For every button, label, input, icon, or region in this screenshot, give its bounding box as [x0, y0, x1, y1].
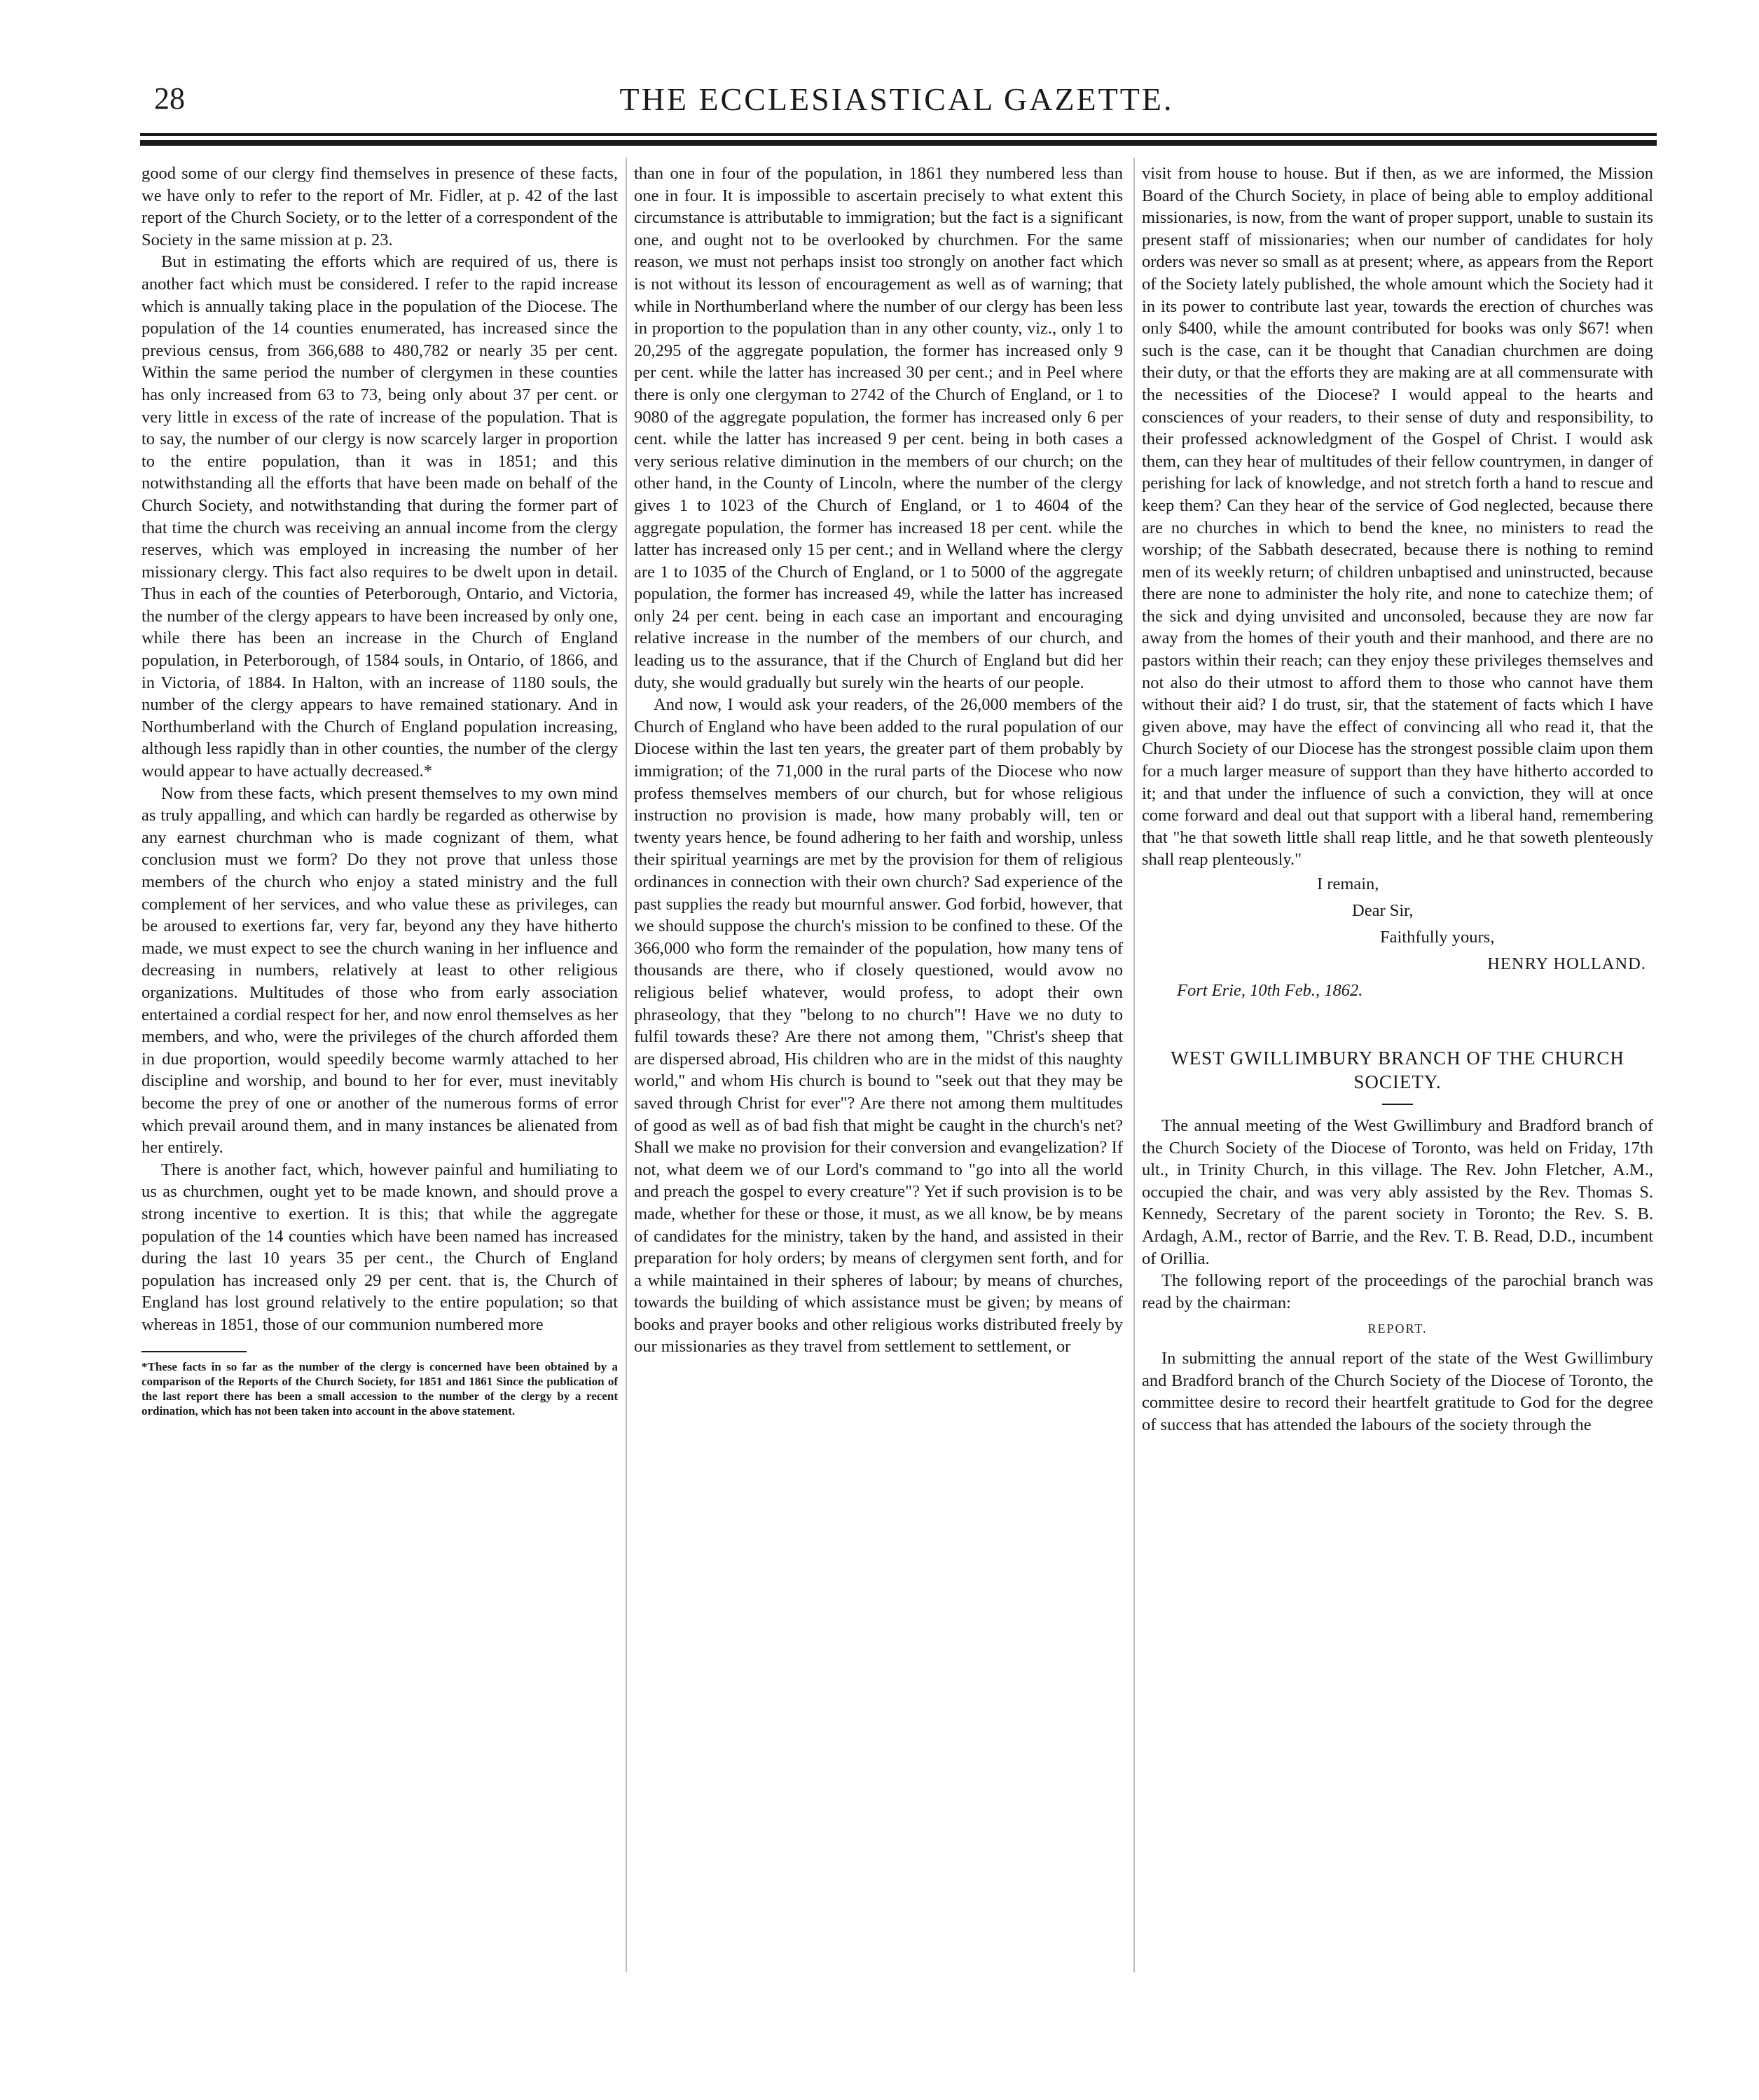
footnote-rule — [142, 1351, 247, 1352]
column-left — [142, 163, 618, 1418]
article-paragraph: visit from house to house. But if then, as we are informed, the Mission Board of the Church Society, in place of being able to employ additional missionaries, is now, from the want of proper support, unable to sustain its present staff of missionaries; when our number of candidates for holy orders was never so small as at present; where, as appears from the Report of the Society lately published, the whole amount which the Society had it in its power to contribute last year, towards the erection of churches was only $400, while the amount contributed for books was only $67! when such is the case, can it be thought that Canadian churchmen are doing their duty, or that the efforts they are making are at all commensurate with the necessities of the Diocese? I would appeal to the hearts and consciences of your readers, to their sense of duty and responsibility, to their professed acknowledgment of the Gospel of Christ. I would ask them, can they hear of multitudes of their fellow countrymen, in danger of perishing for lack of knowledge, and not stretch forth a hand to rescue and keep them? Can they hear of the service of God neglected, because there are no churches in which to bend the knee, no ministers to read the worship; of the Sabbath desecrated, because there is nothing to remind men of its weekly return; of children unbaptised and uninstructed, because there are none to administer the holy rite, and none to catechize them; of the sick and dying unvisited and unconsoled, because they are now far away from the homes of their youth and their manhood, and there are no pastors within their reach; can they enjoy these privileges themselves and not also do their utmost to afford them to those who cannot have them without their aid? I do trust, sir, that the statement of facts which I have given above, may have the effect of convincing all who read it, that the Church Society of our Diocese has the strongest possible claim upon them for a much larger measure of support than they have hitherto accorded to it; and that under the influence of such a conviction, they will at once come forward and deal out that support with a liberal hand, remembering that "he that soweth little shall reap little, and he that soweth plenteously shall reap plenteously." — [1142, 164, 1654, 870]
column-divider — [626, 158, 627, 1972]
article-paragraph: The annual meeting of the West Gwillimbury and Bradford branch of the Church Society of the Diocese of Toronto, was held on Friday, 17th ult., in Trinity Church, in this village. The Rev. John Fletcher, A.M., occupied the chair, and was very ably assisted by the Rev. Thomas S. Kennedy, Secretary of the parent society in Toronto; the Rev. S. B. Ardagh, A.M., rector of Barrie, and the Rev. T. B. Read, D.D., incumbent of Orillia. — [1142, 1116, 1653, 1268]
article-paragraph: good some of our clergy find themselves in presence of these facts, we have only to refer to the report of Mr. Fidler, at p. 42 of the last report of the Church Society, or to the letter of a correspondent of the Society in the same mission at p. 23. — [142, 164, 618, 249]
headline-rule — [1382, 1104, 1413, 1105]
column-right — [1142, 163, 1653, 1436]
letter-signature: HENRY HOLLAND. — [1487, 954, 1646, 973]
page-header — [147, 81, 1646, 123]
header-rule-thin — [140, 133, 1657, 136]
article-paragraph: There is another fact, which, however painful and humiliating to us as churchmen, ought yet to be made known, and should prove a strong incentive to exertion. It is this; that while the aggregate population of the 14 counties which have been named has increased during the last 10 years 35 per cent., the Church of England population has increased only 29 per cent. that is, the Church of England has lost ground relatively to the entire population; so that whereas in 1851, those of our communion numbered more — [142, 1160, 618, 1334]
masthead-title: THE ECCLESIASTICAL GAZETTE. — [619, 81, 1174, 117]
article-paragraph: But in estimating the efforts which are required of us, there is another fact which must be considered. I refer to the rapid increase which is annually taking place in the population of the Diocese. The population of the 14 counties enumerated, has increased since the previous census, from 366,688 to 480,782 or nearly 35 per cent. Within the same period the number of clergymen in these counties has only increased from 63 to 73, being only about 37 per cent. or very little in excess of the rate of increase of the population. That is to say, the number of our clergy is now scarcely larger in proportion to the entire population, than it was in 1851; and this notwithstanding all the efforts that have been made on behalf of the Church Society, and notwithstanding that during the former part of that time the church was receiving an annual income from the clergy reserves, which was employed in increasing the number of her missionary clergy. This fact also requires to be dwelt upon in detail. Thus in each of the counties of Peterborough, Ontario, and Victoria, the number of the clergy appears to have been increased by only one, while there has been an increase in the Church of England population, in Peterborough, of 1584 souls, in Ontario, of 1866, and in Victoria, of 1884. In Halton, with an increase of 1180 souls, the number of the clergy appears to have remained stationary. And in Northumberland with the Church of England population increasing, although less rapidly than in other counties, the number of the clergy would appear to have actually decreased.* — [142, 252, 618, 781]
article-headline: WEST GWILLIMBURY BRANCH OF THE CHURCH SOCIETY. — [1171, 1048, 1625, 1092]
article-paragraph: than one in four of the population, in 1861 they numbered less than one in four. It is impossible to ascertain precisely to what extent this circumstance is attributable to immigration; but the fact is a significant one, and ought not to be overlooked by churchmen. For the same reason, we must not perhaps insist too strongly on another fact which is not without its lesson of encouragement as well as of warning; that while in Northumberland where the number of our clergy has been less in proportion to the population than in any other county, viz., only 1 to 20,295 of the aggregate population, the former has increased only 9 per cent. while the latter has increased 30 per cent.; and in Peel where there is only one clergyman to 2742 of the Church of England, or 1 to 9080 of the aggregate population, the former has increased only 6 per cent. while the latter has increased 9 per cent. being in both cases a very serious relative diminution in the members of our church; on the other hand, in the County of Lincoln, where the number of the clergy gives 1 to 1023 of the Church of England, or 1 to 4604 of the aggregate population, the former has increased 18 per cent. while the latter has increased only 15 per cent.; and in Welland where the clergy are 1 to 1035 of the Church of England, or 1 to 5000 of the aggregate population, the former has increased 49, while the latter has increased only 24 per cent. being in each case an important and encouraging relative increase in the number of the members of our church, and leading us to the assurance, that if the Church of England but did her duty, she would gradually but surely win the hearts of our people. — [634, 164, 1123, 692]
closing-valediction: Faithfully yours, — [1380, 928, 1495, 947]
closing-line: I remain, — [1317, 874, 1379, 893]
column-divider — [1133, 158, 1135, 1972]
page-number: 28 — [154, 81, 185, 116]
article-paragraph: And now, I would ask your readers, of the 26,000 members of the Church of England who have been added to the rural population of our Diocese within the last ten years, the greater part of them probably by immigration; of the 71,000 in the rural parts of the Diocese who now profess themselves members of our church, but for whose religious instruction no provision is made, how many probably will, ten or twenty years hence, be found adhering to her faith and worship, unless their spiritual yearnings are met by the provision for them of religious ordinances in connection with their own church? Sad experience of the past supplies the ready but mournful answer. God forbid, however, that we should suppose the church's mission to be confined to these. Of the 366,000 who form the remainder of the population, how many tens of thousands are there, who if closely questioned, would avow no religious belief whatever, would profess, to adopt their own phraseology, that they "belong to no church"! Have we no duty to fulfil towards these? Are there not among them, "Christ's sheep that are dispersed abroad, His children who are in the midst of this naughty world," and whom His church is bound to "seek out that they may be saved through Christ for ever"? Are there not among them multitudes of good as well as of bad fish that might be caught in the church's net? Shall we make no provision for their conversion and evangelization? If not, what deem we of our Lord's command to "go into all the world and preach the gospel to every creature"? Yet if such provision is to be made, whether for these or those, it must, as we all know, be by means of candidates for the ministry, taken by the hand, and assisted in their preparation for holy orders; by means of clergymen sent forth, and for a while maintained in their spheres of labour; by means of churches, towards the building of which assistance must be given; by means of books and prayer books and other religious works distributed freely by our missionaries as they travel from settlement to settlement, or — [634, 695, 1123, 1357]
article-paragraph: The following report of the proceedings of the parochial branch was read by the chairman: — [1142, 1271, 1653, 1312]
column-middle — [634, 163, 1123, 1358]
report-subheading: REPORT. — [1367, 1322, 1428, 1336]
article-paragraph: Now from these facts, which present themselves to my own mind as truly appalling, and which can hardly be regarded as otherwise by any earnest churchman who is made cognizant of them, what conclusion must we form? Do they not prove that unless those members of the church who enjoy a stated ministry and the full complement of her services, and who value these as privileges, can be aroused to exertions far, very far, beyond any they have hitherto made, we must expect to see the church waning in her influence and decreasing in numbers, relatively at least to other religious organizations. Multitudes of those who from early association entertained a cordial respect for her, and now enrol themselves as her members, and who, were the privileges of the church afforded them in due proportion, would speedily become warmly attached to her discipline and worship, and bound to her for ever, must inevitably become the prey of one or another of the numerous forms of error which prevail around them, and in many instances be alienated from her entirely. — [142, 783, 618, 1158]
article-paragraph: In submitting the annual report of the state of the West Gwillimbury and Bradford branch of the Church Society of the Diocese of Toronto, the committee desire to record their heartfelt gratitude to God for the degree of success that has attended the labours of the society through the — [1142, 1348, 1653, 1434]
letter-place-date: Fort Erie, 10th Feb., 1862. — [1177, 981, 1363, 1000]
closing-salutation: Dear Sir, — [1352, 901, 1414, 920]
footnote: *These facts in so far as the number of the clergy is concerned have been obtained by a comparison of the Reports of the Church Society, for 1851 and 1861 Since the publication of the last report there has been a small accession to the number of the clergy by a recent ordination, which has not been taken into account in the above statement. — [142, 1360, 618, 1418]
header-rule-thick — [140, 140, 1657, 146]
letter-closing — [1142, 871, 1653, 1004]
